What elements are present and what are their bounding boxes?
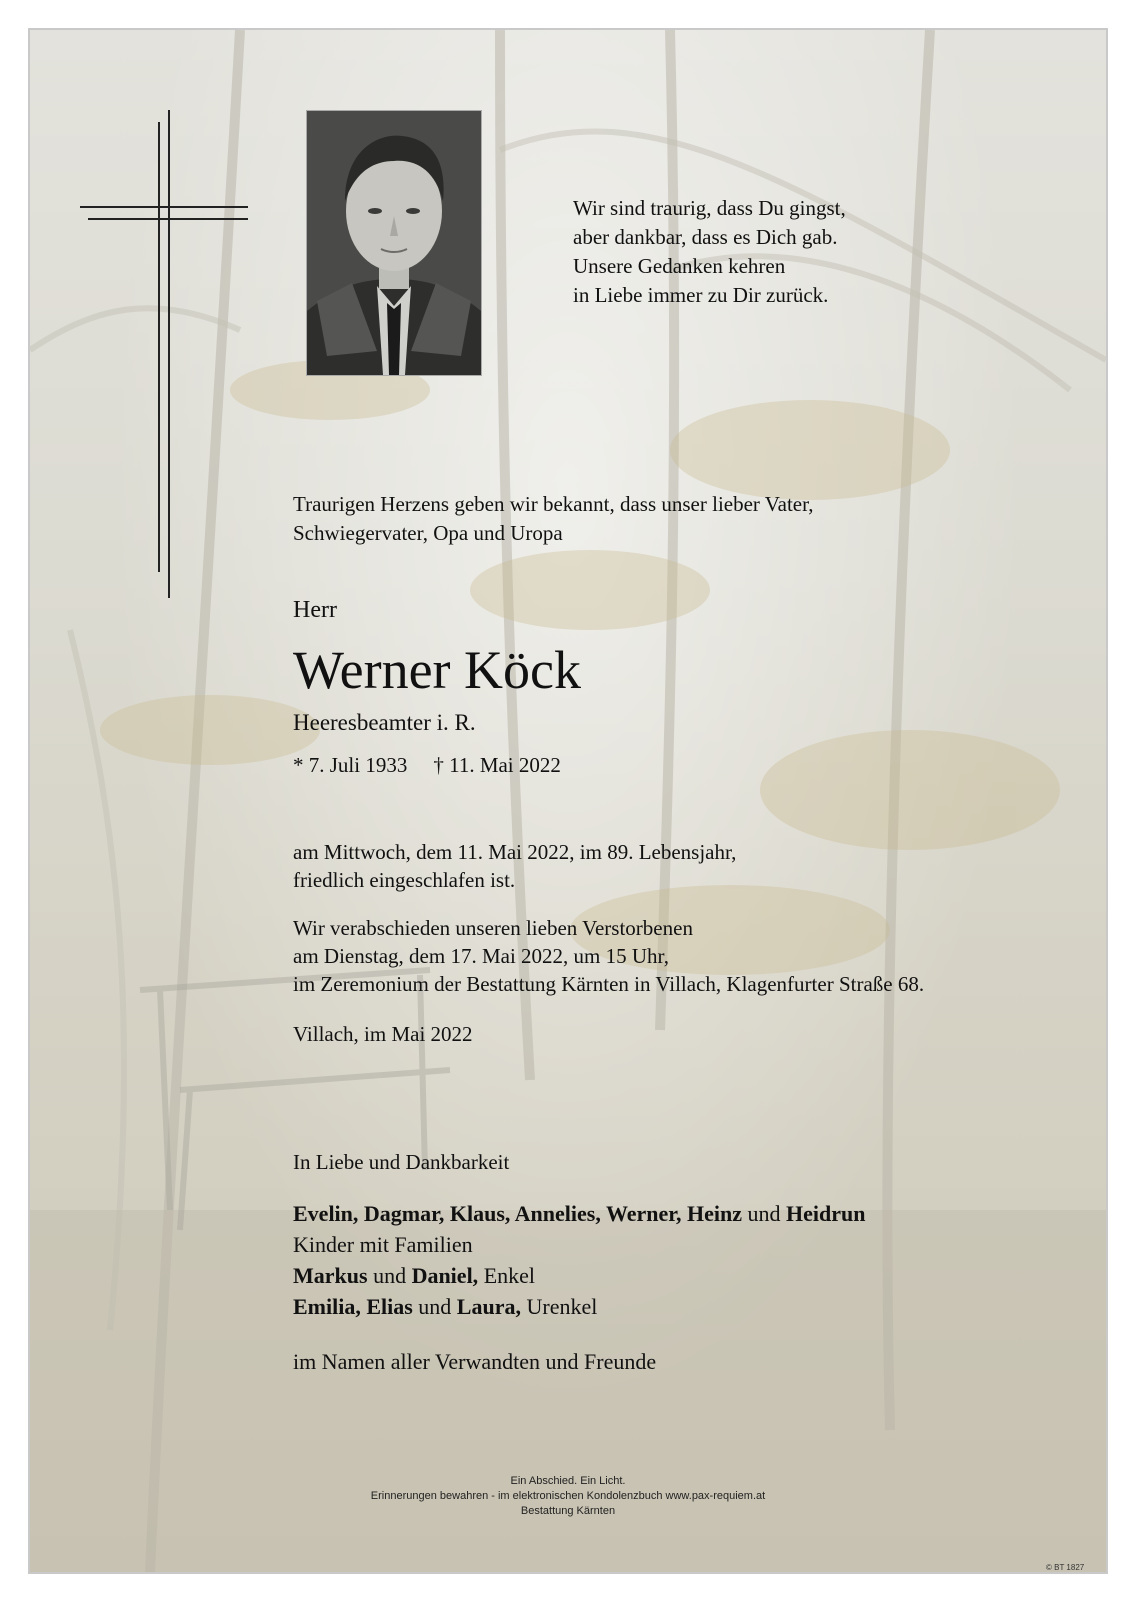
farewell-line: im Zeremonium der Bestattung Kärnten in Villach, Klagenfurter Straße 68. [293,972,925,996]
children-names: Evelin, Dagmar, Klaus, Annelies, Werner, Heinz [293,1201,742,1226]
on-behalf-line: im Namen aller Verwandten und Freunde [293,1349,657,1374]
closing-phrase: In Liebe und Dankbarkeit [293,1150,510,1174]
motto-line: in Liebe immer zu Dir zurück. [573,283,829,307]
motto-verse [573,194,933,310]
place-date: Villach, im Mai 2022 [293,1022,473,1046]
deceased-name: Werner Köck [293,640,582,700]
great-grandchild-name: Laura, [456,1294,521,1319]
family-grandchildren-line [293,1260,865,1291]
connector-and: und [418,1294,452,1319]
children-role: Kinder mit Familien [293,1232,473,1257]
motto-line: Wir sind traurig, dass Du gingst, [573,196,846,220]
family-list [293,1198,865,1322]
footer [30,1474,1106,1519]
passing-line: am Mittwoch, dem 11. Mai 2022, im 89. Lebensjahr, [293,840,737,864]
cross-horizontal-line [80,206,248,208]
grandchild-name: Daniel, [411,1263,479,1288]
cross-vertical-line [158,122,160,572]
connector-and: und [747,1201,781,1226]
intro-line: Schwiegervater, Opa und Uropa [293,521,563,545]
grandchildren-role: Enkel [483,1263,536,1288]
footer-condolence-link: Erinnerungen bewahren - im elektronischen Kondolenzbuch www.pax-requiem.at [370,1490,766,1502]
salutation: Herr [293,597,337,623]
motto-line: Unsere Gedanken kehren [573,254,786,278]
death-date: † 11. Mai 2022 [433,753,561,777]
motto-line: aber dankbar, dass es Dich gab. [573,225,838,249]
farewell-line: Wir verabschieden unseren lieben Verstorbenen [293,916,693,940]
farewell-line: am Dienstag, dem 17. Mai 2022, um 15 Uhr, [293,944,669,968]
footer-company: Bestattung Kärnten [520,1505,616,1517]
birth-date: * 7. Juli 1933 [293,753,408,777]
great-grandchildren-role: Urenkel [526,1294,598,1319]
grandchild-name: Markus [293,1263,368,1288]
cross-vertical-line [168,110,170,598]
great-grandchild-names: Emilia, Elias [293,1294,413,1319]
footer-tagline: Ein Abschied. Ein Licht. [510,1475,626,1487]
announcement-intro [293,490,1073,548]
family-great-grandchildren-line [293,1291,865,1322]
portrait-photo [306,110,482,376]
family-children-line [293,1198,865,1229]
passing-line: friedlich eingeschlafen ist. [293,868,516,892]
connector-and: und [373,1263,407,1288]
passing-notice [293,838,1073,894]
farewell-notice [293,914,1073,998]
template-code: © BT 1827 [1046,1563,1085,1572]
life-dates [293,753,561,778]
portrait-illustration [307,111,481,375]
children-last-name: Heidrun [786,1201,866,1226]
deceased-title: Heeresbeamter i. R. [293,710,476,735]
forest-background [30,30,1106,1572]
cross-horizontal-line [88,218,248,220]
intro-line: Traurigen Herzens geben wir bekannt, dass unser lieber Vater, [293,492,814,516]
parte-frame [28,28,1108,1574]
